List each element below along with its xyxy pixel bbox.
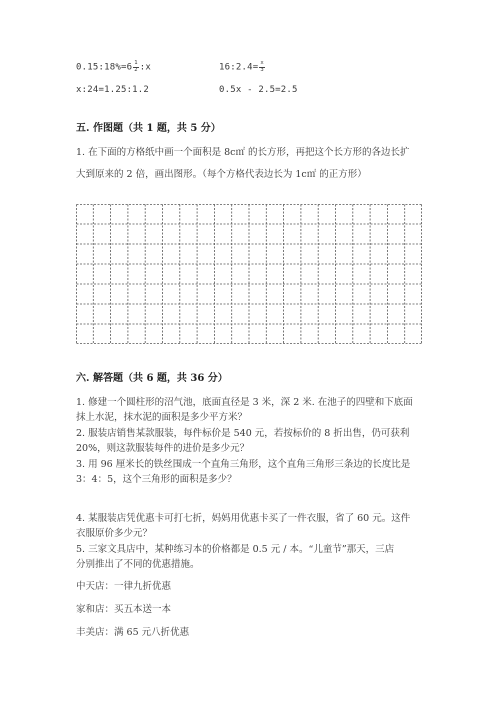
equation-1 [76,61,151,74]
section-5-q1-line1: 1. 在下面的方格纸中画一个面积是 8c㎡ 的长方形，再把这个长方形的各边长扩 [76,147,410,158]
equation-2-left: 16:2.4= [219,62,259,73]
section-6-q3-line1: 3. 用 96 厘米长的铁丝围成一个直角三角形，这个直角三角形三条边的长度比是 [76,459,411,470]
equation-2-denominator: 3 [260,66,264,73]
section-6-q3-line2: 3：4：5，这个三角形的面积是多少？ [76,474,237,485]
shop-2-offer: 家和店：买五本送一本 [76,604,172,615]
section-6-q5-line1: 5. 三家文具店中，某种练习本的价格都是 0.5 元 / 本。“儿童节”那天，三店 [76,544,395,555]
section-6-q2-line2: 20%，则这款服装每件的进价是多少元？ [76,443,250,454]
grid-paper[interactable] [76,204,422,344]
grid-svg [76,204,422,344]
equation-2-numerator: x [260,60,264,66]
section-6-q4-line1: 4. 某服装店凭优惠卡可打七折，妈妈用优惠卡买了一件衣服，省了 60 元。这件 [76,513,411,524]
equation-1-numerator: 1 [134,60,138,66]
equation-1-left: 0.15:18%=6 [76,62,133,73]
equation-1-denominator: 2 [134,66,138,73]
section-6-heading: 六. 解答题（共 6 题，共 36 分） [76,373,228,384]
section-6-q4-line2: 衣服原价多少元？ [76,528,153,539]
equation-1-fraction [133,61,139,73]
equation-2-fraction [259,61,265,73]
equation-3: x:24=1.25:1.2 [76,85,150,95]
section-6-q1-line1: 1. 修建一个圆柱形的沼气池，底面直径是 3 米，深 2 米. 在池子的四壁和下底面 [76,397,413,408]
equation-1-right: :x [139,62,151,73]
equation-2 [219,61,266,74]
section-6-q5-line2: 分别推出了不同的优惠措施。 [76,559,200,570]
section-6-q2-line1: 2. 服装店销售某款服装，每件标价是 540 元，若按标价的 8 折出售，仍可获利 [76,428,410,439]
section-5-q1-line2: 大到原来的 2 倍，画出图形。（每个方格代表边长为 1c㎡ 的正方形） [76,169,367,180]
equation-4: 0.5x - 2.5=2.5 [219,85,298,95]
section-6-q1-line2: 抹上水泥，抹水泥的面积是多少平方米？ [76,412,248,423]
section-5-heading: 五. 作图题（共 1 题，共 5 分） [76,123,221,134]
shop-3-offer: 丰美店：满 65 元八折优惠 [76,627,190,638]
shop-1-offer: 中天店：一律九折优惠 [76,581,172,592]
